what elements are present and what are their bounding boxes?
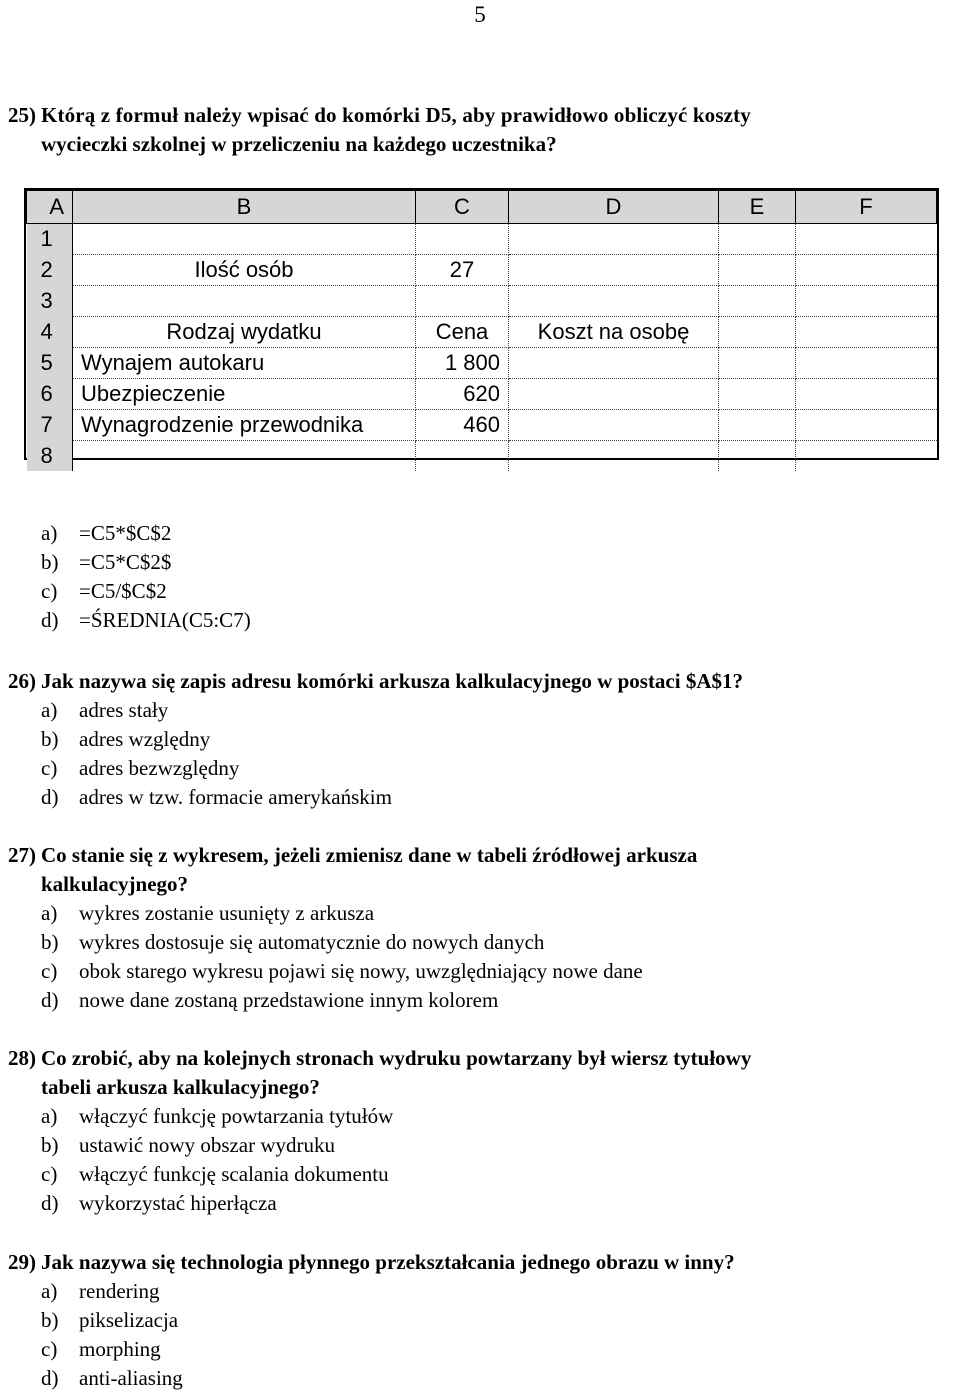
- answer-option: [41, 696, 743, 725]
- question-29-title: [8, 1248, 735, 1277]
- cell-e2: [719, 255, 796, 286]
- question-29-number: 29): [8, 1250, 36, 1274]
- option-text: =C5*C$2$: [79, 550, 172, 574]
- answer-option: [41, 986, 697, 1015]
- option-letter: b): [41, 1308, 59, 1332]
- option-text: nowe dane zostaną przedstawione innym kolorem: [79, 988, 499, 1012]
- cell-d4: Koszt na osobę: [509, 317, 719, 348]
- question-26-number: 26): [8, 669, 36, 693]
- answer-option: [41, 899, 697, 928]
- cell-b4: Rodzaj wydatku: [73, 317, 416, 348]
- option-letter: c): [41, 1162, 58, 1186]
- cell-f5: [796, 348, 937, 379]
- sheet-row: [27, 317, 937, 348]
- sheet-row: [27, 410, 937, 441]
- question-25-title-line-2: wycieczki szkolnej w przeliczeniu na każdego uczestnika?: [41, 132, 557, 156]
- answer-option: [41, 1189, 751, 1218]
- cell-e4: [719, 317, 796, 348]
- answer-option: [41, 783, 743, 812]
- option-text: ustawić nowy obszar wydruku: [79, 1133, 336, 1157]
- option-text: włączyć funkcję scalania dokumentu: [79, 1162, 389, 1186]
- column-header: C: [416, 191, 509, 224]
- option-letter: c): [41, 756, 58, 780]
- cell-e7: [719, 410, 796, 441]
- option-letter: d): [41, 1191, 59, 1215]
- cell-c8: [416, 441, 509, 472]
- question-28-title-line-2: tabeli arkusza kalkulacyjnego?: [41, 1075, 320, 1099]
- cell-f6: [796, 379, 937, 410]
- option-letter: b): [41, 550, 59, 574]
- question-26-title: [8, 667, 743, 696]
- sheet-row: [27, 224, 937, 255]
- option-text: pikselizacja: [79, 1308, 179, 1332]
- question-28: [8, 1044, 751, 1218]
- cell-d8: [509, 441, 719, 472]
- column-header: D: [509, 191, 719, 224]
- cell-e6: [719, 379, 796, 410]
- question-25-title-line-1: Którą z formuł należy wpisać do komórki D5, aby prawidłowo obliczyć koszty: [41, 103, 751, 127]
- cell-b1: [73, 224, 416, 255]
- option-letter: d): [41, 608, 59, 632]
- option-text: rendering: [79, 1279, 160, 1303]
- sheet-row: [27, 348, 937, 379]
- question-25-number: 25): [8, 103, 36, 127]
- cell-c7: 460: [416, 410, 509, 441]
- cell-d2: [509, 255, 719, 286]
- cell-c1: [416, 224, 509, 255]
- option-letter: a): [41, 901, 58, 925]
- question-27-number: 27): [8, 843, 36, 867]
- option-letter: a): [41, 1104, 58, 1128]
- answer-option: [41, 1160, 751, 1189]
- answer-option: [41, 1102, 751, 1131]
- option-text: =ŚREDNIA(C5:C7): [79, 608, 251, 632]
- option-text: wykres dostosuje się automatycznie do nowych danych: [79, 930, 545, 954]
- answer-option: [41, 754, 743, 783]
- cell-c6: 620: [416, 379, 509, 410]
- cell-e5: [719, 348, 796, 379]
- cell-f3: [796, 286, 937, 317]
- column-header: A: [27, 191, 73, 224]
- option-letter: d): [41, 988, 59, 1012]
- option-letter: b): [41, 1133, 59, 1157]
- cell-c2: 27: [416, 255, 509, 286]
- row-number: 4: [27, 317, 73, 348]
- row-number: 3: [27, 286, 73, 317]
- cell-d6: [509, 379, 719, 410]
- cell-b6: Ubezpieczenie: [73, 379, 416, 410]
- cell-e3: [719, 286, 796, 317]
- cell-f8: [796, 441, 937, 472]
- column-header: E: [719, 191, 796, 224]
- question-28-number: 28): [8, 1046, 36, 1070]
- cell-d3: [509, 286, 719, 317]
- question-26-title-text: Jak nazywa się zapis adresu komórki arkusza kalkulacyjnego w postaci $A$1?: [41, 669, 744, 693]
- cell-d7: [509, 410, 719, 441]
- option-text: adres bezwzględny: [79, 756, 240, 780]
- cell-c4: Cena: [416, 317, 509, 348]
- row-number: 8: [27, 441, 73, 472]
- option-text: =C5*$C$2: [79, 521, 172, 545]
- cell-b5: Wynajem autokaru: [73, 348, 416, 379]
- cell-b2: Ilość osób: [73, 255, 416, 286]
- sheet-row: [27, 286, 937, 317]
- option-letter: d): [41, 785, 59, 809]
- answer-option: [41, 1306, 735, 1335]
- row-number: 1: [27, 224, 73, 255]
- answer-option: [41, 1131, 751, 1160]
- question-27-title-line-2: kalkulacyjnego?: [41, 872, 189, 896]
- page-number: 5: [474, 2, 486, 27]
- option-text: obok starego wykresu pojawi się nowy, uwzględniający nowe dane: [79, 959, 643, 983]
- cell-d5: [509, 348, 719, 379]
- cell-e8: [719, 441, 796, 472]
- cell-d1: [509, 224, 719, 255]
- cell-f4: [796, 317, 937, 348]
- question-29: [8, 1248, 735, 1393]
- cell-b8: [73, 441, 416, 472]
- question-27: [8, 841, 697, 1015]
- question-29-title-text: Jak nazywa się technologia płynnego przekształcania jednego obrazu w inny?: [41, 1250, 735, 1274]
- answer-option: [41, 1277, 735, 1306]
- option-letter: a): [41, 521, 58, 545]
- row-number: 7: [27, 410, 73, 441]
- answer-option: [41, 606, 251, 635]
- question-25: [8, 101, 751, 159]
- question-26: [8, 667, 743, 812]
- answer-option: [41, 957, 697, 986]
- cell-b7: Wynagrodzenie przewodnika: [73, 410, 416, 441]
- option-text: anti-aliasing: [79, 1366, 183, 1390]
- option-letter: a): [41, 698, 58, 722]
- question-27-title-line-1: Co stanie się z wykresem, jeżeli zmienisz dane w tabeli źródłowej arkusza: [41, 843, 698, 867]
- answer-option: [41, 725, 743, 754]
- cell-f1: [796, 224, 937, 255]
- answer-option: [41, 928, 697, 957]
- answer-option: [41, 577, 251, 606]
- option-letter: c): [41, 959, 58, 983]
- sheet-row: [27, 379, 937, 410]
- cell-b3: [73, 286, 416, 317]
- question-25-title: [8, 101, 751, 159]
- cell-f2: [796, 255, 937, 286]
- question-27-title: [8, 841, 697, 899]
- answer-option: [41, 1364, 735, 1393]
- option-letter: b): [41, 930, 59, 954]
- question-28-title: [8, 1044, 751, 1102]
- answer-option: [41, 519, 251, 548]
- spreadsheet: [24, 188, 939, 468]
- option-text: wykres zostanie usunięty z arkusza: [79, 901, 375, 925]
- cell-c5: 1 800: [416, 348, 509, 379]
- option-letter: b): [41, 727, 59, 751]
- option-text: włączyć funkcję powtarzania tytułów: [79, 1104, 394, 1128]
- option-text: morphing: [79, 1337, 161, 1361]
- option-text: =C5/$C$2: [79, 579, 167, 603]
- column-header-row: [27, 191, 937, 224]
- option-letter: a): [41, 1279, 58, 1303]
- question-28-title-line-1: Co zrobić, aby na kolejnych stronach wydruku powtarzany był wiersz tytułowy: [41, 1046, 752, 1070]
- row-number: 6: [27, 379, 73, 410]
- option-text: adres względny: [79, 727, 211, 751]
- option-text: wykorzystać hiperłącza: [79, 1191, 277, 1215]
- cell-f7: [796, 410, 937, 441]
- option-letter: c): [41, 579, 58, 603]
- answer-option: [41, 1335, 735, 1364]
- row-number: 2: [27, 255, 73, 286]
- cell-e1: [719, 224, 796, 255]
- sheet-row: [27, 441, 937, 472]
- option-letter: c): [41, 1337, 58, 1361]
- column-header: B: [73, 191, 416, 224]
- option-text: adres w tzw. formacie amerykańskim: [79, 785, 392, 809]
- sheet-row: [27, 255, 937, 286]
- answer-option: [41, 548, 251, 577]
- question-25-options: [8, 519, 251, 635]
- row-number: 5: [27, 348, 73, 379]
- column-header: F: [796, 191, 937, 224]
- option-text: adres stały: [79, 698, 169, 722]
- option-letter: d): [41, 1366, 59, 1390]
- cell-c3: [416, 286, 509, 317]
